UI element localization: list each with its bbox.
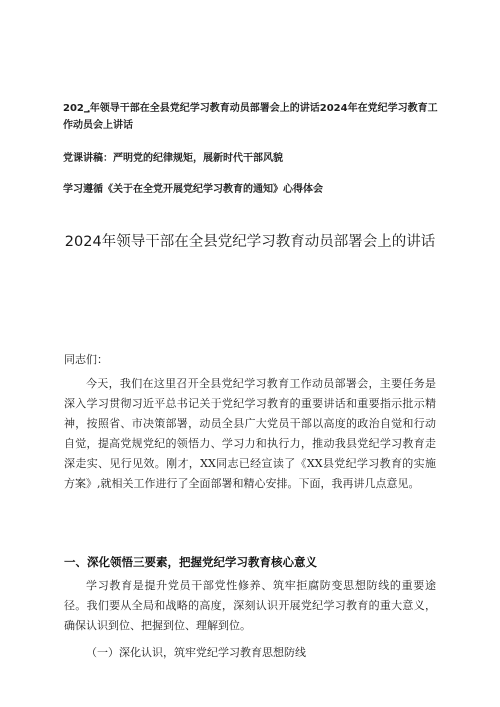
- section-heading-1: 一、深化领悟三要素，把握党纪学习教育核心意义: [64, 555, 317, 569]
- related-link-2[interactable]: 党课讲稿：严明党的纪律规矩，展新时代干部风貌: [63, 153, 283, 164]
- greeting: 同志们：: [64, 353, 108, 366]
- document-title: 2024年领导干部在全县党纪学习教育动员部署会上的讲话: [64, 234, 436, 250]
- subsection-heading-1: （一）深化认识，筑牢党纪学习教育思想防线: [86, 646, 306, 659]
- related-link-1[interactable]: 202؀年领导干部在全县党纪学习教育动员部署会上的讲话2024年在党纪学习教育工作动员会上讲话: [63, 103, 438, 131]
- related-link-3[interactable]: 学习遵循《关于在全党开展党纪学习教育的通知》心得体会: [63, 184, 323, 195]
- paragraph-2: 学习教育是提升党员干部党性修养、筑牢拒腐防变思想防线的重要途径。我们要从全局和战略的高度，深刻认识开展党纪学习教育的重大意义，确保认识到位、把握到位、理解到位。: [64, 579, 436, 632]
- paragraph-1: 今天，我们在这里召开全县党纪学习教育工作动员部署会，主要任务是深入学习贯彻习近平总书记关于党纪学习教育的重要讲话和重要指示批示精神，按照省、市决策部署，动员全县广大党员干部以高度的政治自觉和行动自觉，提高党规党纪的领悟力、学习力和执行力，推动我县党纪学习教育走深走实、见行见效。刚才，XX同志已经宣读了《XX县党纪学习教育的实施方案》,就相关工作进行了全面部署和精心安排。下面，我再讲几点意见。: [64, 377, 436, 490]
